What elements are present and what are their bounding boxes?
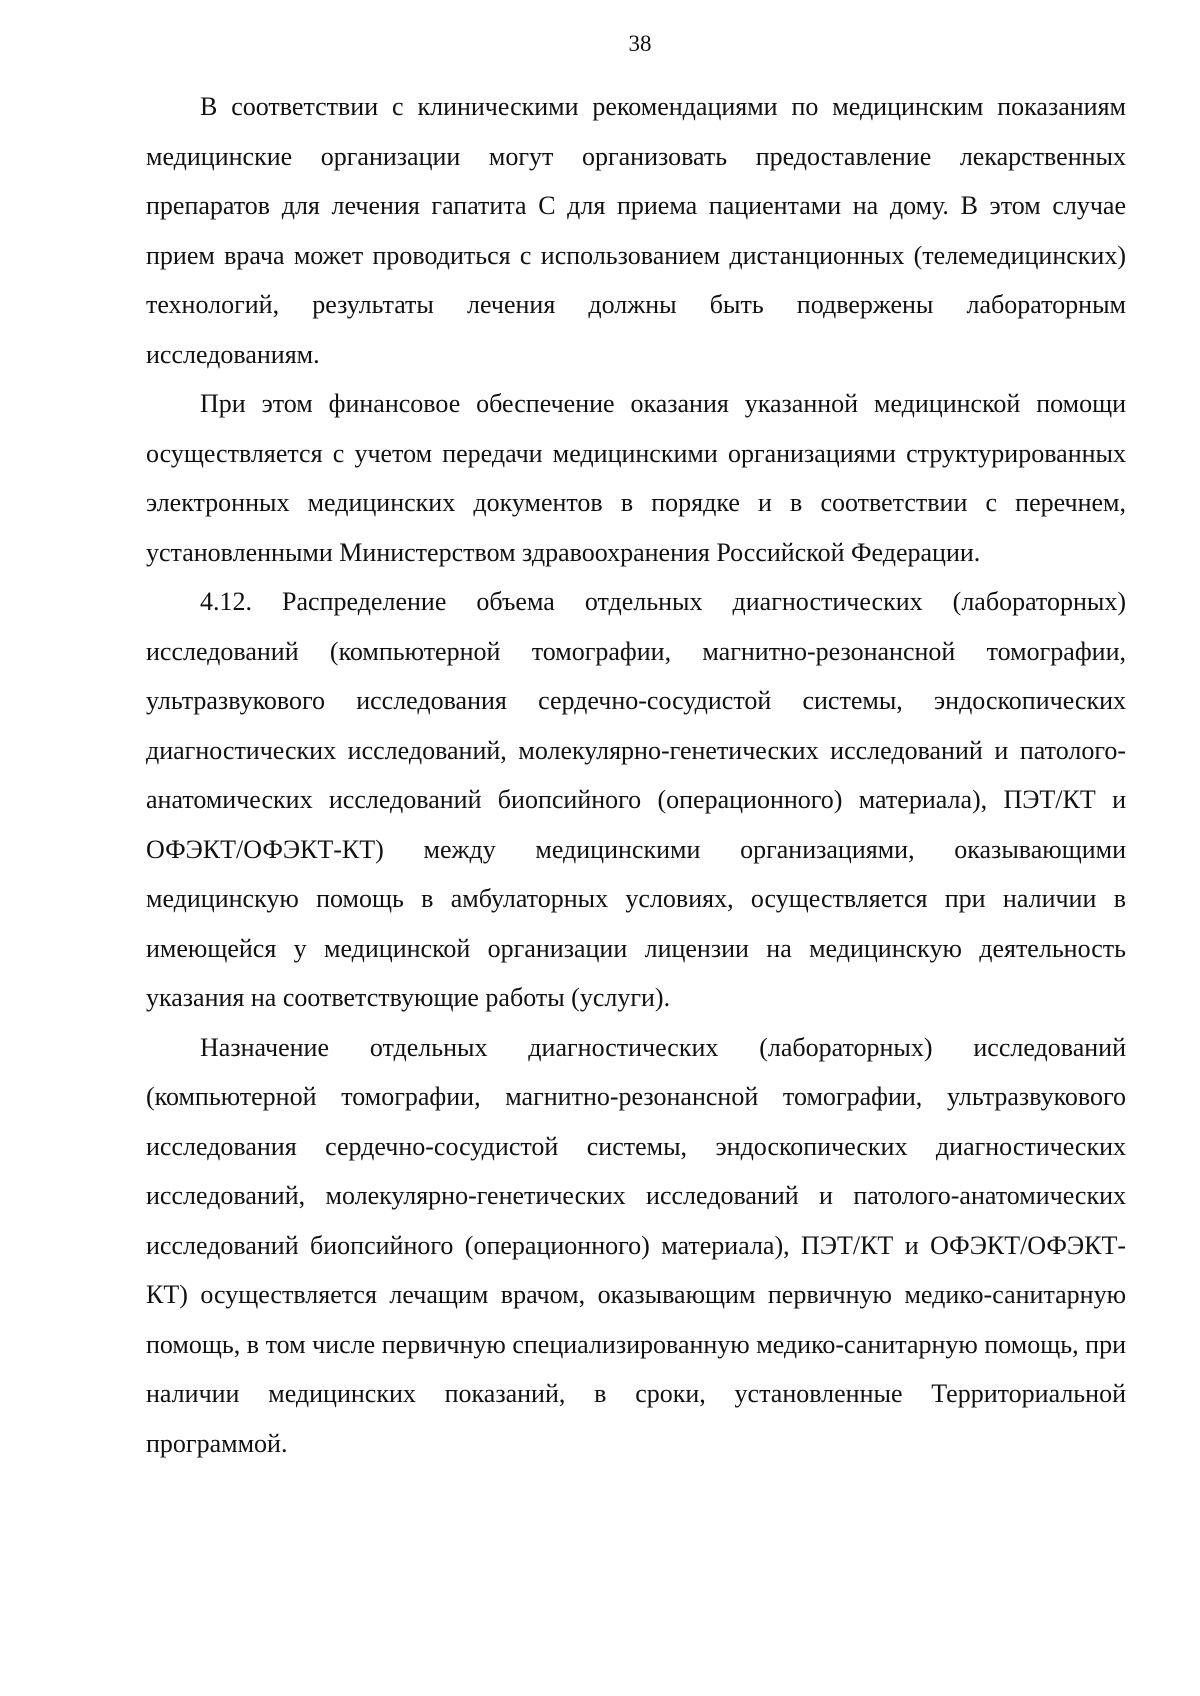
- paragraph-prescription: Назначение отдельных диагностических (лабораторных) исследований (компьютерной томографии, магнитно-резонансной томографии, ультразвукового исследования сердечно-сосудистой системы, эндоскопических диагностических исследований, молекулярно-генетических исследований и патолого-анатомических исследований биопсийного (операционного) материала), ПЭТ/КТ и ОФЭКТ/ОФЭКТ-КТ) осуществляется лечащим врачом, оказывающим первичную медико-санитарную помощь, в том числе первичную специализированную медико-санитарную помощь, при наличии медицинских показаний, в сроки, установленные Территориальной программой.: [146, 1032, 1126, 1458]
- paragraph-home-treatment: В соответствии с клиническими рекомендациями по медицинским показаниям медицинские организации могут организовать предоставление лекарственных препаратов для лечения гапатита С для приема пациентами на дому. В этом случае прием врача может проводиться с использованием дистанционных (телемедицинских) технологий, результаты лечения должны быть подвержены лабораторным исследованиям.: [146, 92, 1126, 369]
- paragraph-4-12-distribution: 4.12. Распределение объема отдельных диагностических (лабораторных) исследований (компьютерной томографии, магнитно-резонансной томографии, ультразвукового исследования сердечно-сосудистой системы, эндоскопических диагностических исследований, молекулярно-генетических исследований и патолого-анатомических исследований биопсийного (операционного) материала), ПЭТ/КТ и ОФЭКТ/ОФЭКТ-КТ) между медицинскими организациями, оказывающими медицинскую помощь в амбулаторных условиях, осуществляется при наличии в имеющейся у медицинской организации лицензии на медицинскую деятельность указания на соответствующие работы (услуги).: [146, 587, 1126, 1012]
- paragraph-financing: При этом финансовое обеспечение оказания указанной медицинской помощи осуществляется с учетом передачи медицинскими организациями структурированных электронных медицинских документов в порядке и в соответствии с перечнем, установленными Министерством здравоохранения Российской Федерации.: [146, 389, 1126, 567]
- document-body: [146, 82, 1126, 1468]
- page-number: 38: [628, 31, 652, 56]
